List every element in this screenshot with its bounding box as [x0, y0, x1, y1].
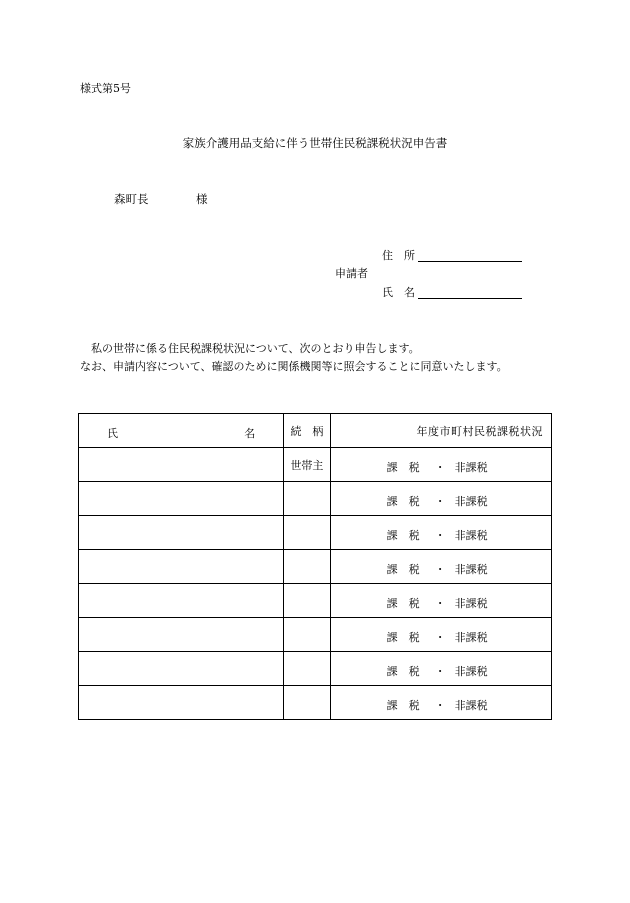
taxed-option[interactable]: 課 税	[386, 461, 420, 474]
relation-cell[interactable]	[284, 686, 330, 720]
tax-status-cell[interactable]	[330, 686, 551, 720]
option-separator: ・	[434, 563, 446, 576]
applicant-label: 申請者	[335, 267, 368, 280]
header-name-left: 氏	[107, 427, 118, 440]
member-name-cell[interactable]	[79, 652, 284, 686]
relation-cell[interactable]	[284, 516, 330, 550]
member-name-cell[interactable]	[79, 482, 284, 516]
tax-status-cell[interactable]	[330, 652, 551, 686]
not-taxed-option[interactable]: 非課税	[454, 631, 488, 644]
member-name-cell[interactable]	[79, 516, 284, 550]
not-taxed-option[interactable]: 非課税	[454, 597, 488, 610]
table-row	[79, 448, 552, 482]
member-name-cell[interactable]	[79, 618, 284, 652]
tax-status-table	[78, 413, 552, 720]
not-taxed-option[interactable]: 非課税	[454, 665, 488, 678]
statement-line-2: なお、申請内容について、確認のために関係機関等に照会することに同意いたします。	[80, 360, 508, 373]
name-label: 氏 名	[382, 286, 415, 299]
addressee-honorific: 様	[196, 192, 208, 206]
form-number: 様式第5号	[80, 82, 131, 95]
table-row	[79, 618, 552, 652]
option-separator: ・	[434, 529, 446, 542]
option-separator: ・	[434, 495, 446, 508]
not-taxed-option[interactable]: 非課税	[454, 563, 488, 576]
not-taxed-option[interactable]: 非課税	[454, 529, 488, 542]
address-label: 住 所	[382, 249, 415, 262]
taxed-option[interactable]: 課 税	[386, 631, 420, 644]
option-separator: ・	[434, 699, 446, 712]
name-field[interactable]	[418, 298, 522, 299]
relation-cell[interactable]	[284, 584, 330, 618]
option-separator: ・	[434, 597, 446, 610]
tax-status-cell[interactable]	[330, 516, 551, 550]
member-name-cell[interactable]	[79, 686, 284, 720]
taxed-option[interactable]: 課 税	[386, 495, 420, 508]
tax-status-cell[interactable]	[330, 482, 551, 516]
address-field[interactable]	[418, 261, 522, 262]
not-taxed-option[interactable]: 非課税	[454, 461, 488, 474]
relation-cell[interactable]	[284, 550, 330, 584]
taxed-option[interactable]: 課 税	[386, 665, 420, 678]
table-row	[79, 550, 552, 584]
tax-status-cell[interactable]	[330, 618, 551, 652]
table-header-row	[79, 414, 552, 448]
tax-status-cell[interactable]	[330, 584, 551, 618]
table-row	[79, 482, 552, 516]
relation-cell[interactable]	[284, 618, 330, 652]
relation-cell[interactable]: 世帯主	[284, 448, 330, 482]
taxed-option[interactable]: 課 税	[386, 529, 420, 542]
header-name	[79, 414, 284, 448]
table-row	[79, 652, 552, 686]
member-name-cell[interactable]	[79, 448, 284, 482]
table-row	[79, 584, 552, 618]
header-name-right: 名	[244, 427, 256, 440]
not-taxed-option[interactable]: 非課税	[454, 699, 488, 712]
taxed-option[interactable]: 課 税	[386, 597, 420, 610]
not-taxed-option[interactable]: 非課税	[454, 495, 488, 508]
option-separator: ・	[434, 461, 446, 474]
tax-status-cell[interactable]	[330, 550, 551, 584]
taxed-option[interactable]: 課 税	[386, 699, 420, 712]
member-name-cell[interactable]	[79, 550, 284, 584]
relation-cell[interactable]	[284, 652, 330, 686]
addressee: 森町長	[114, 192, 149, 206]
header-tax-status: 年度市町村民税課税状況	[330, 414, 551, 448]
tax-status-cell[interactable]	[330, 448, 551, 482]
header-relation: 続 柄	[284, 414, 330, 448]
option-separator: ・	[434, 631, 446, 644]
table-row	[79, 686, 552, 720]
statement-line-1: 私の世帯に係る住民税課税状況について、次のとおり申告します。	[91, 342, 420, 355]
table-row	[79, 516, 552, 550]
taxed-option[interactable]: 課 税	[386, 563, 420, 576]
document-title: 家族介護用品支給に伴う世帯住民税課税状況申告書	[182, 136, 448, 150]
relation-cell[interactable]	[284, 482, 330, 516]
member-name-cell[interactable]	[79, 584, 284, 618]
option-separator: ・	[434, 665, 446, 678]
